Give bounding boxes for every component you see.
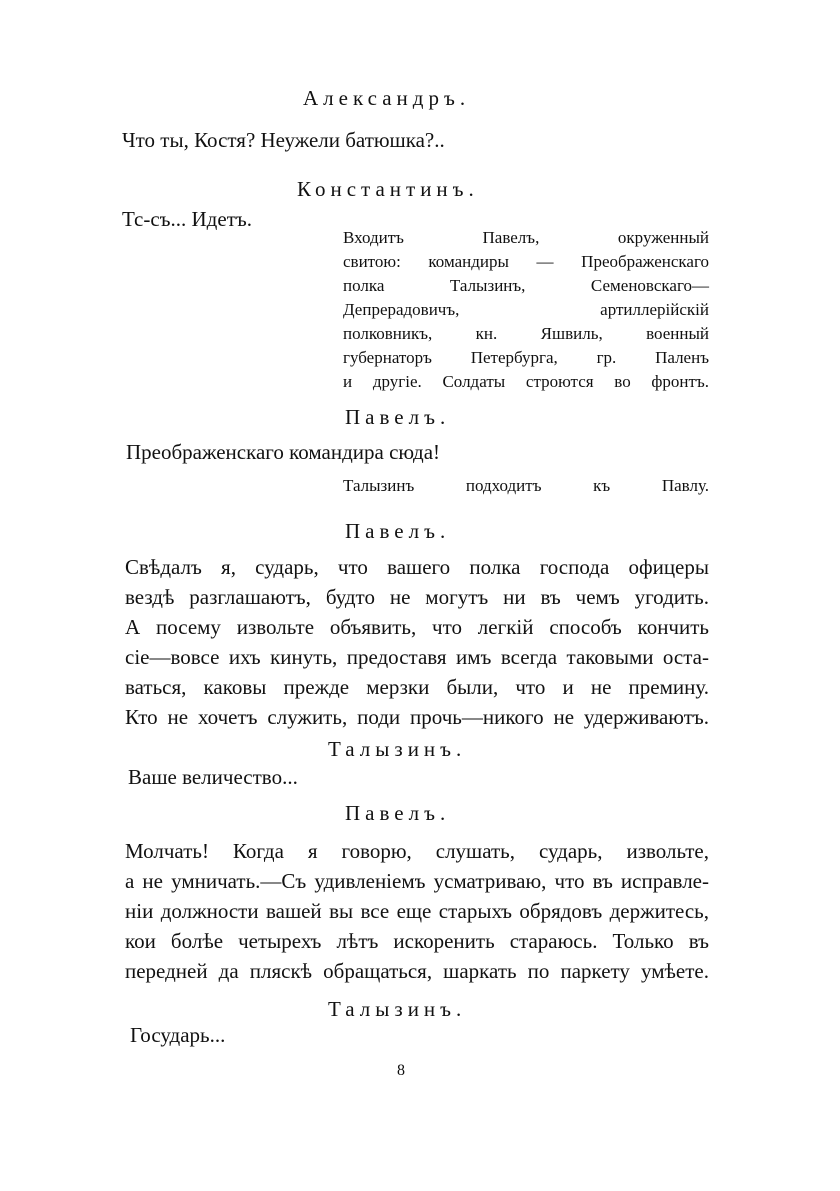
paragraph-line: ваться, каковы прежде мерзки были, что и не премину. [125,675,709,699]
paragraph-line: кои болѣе четырехъ лѣтъ искоренить стараюсь. Только въ [125,929,709,953]
speaker-name: Талызинъ. [328,737,467,761]
page-number: 8 [397,1062,405,1079]
speaker-name: Павелъ. [345,405,451,429]
stage-direction-line: полка Талызинъ, Семеновскаго— [343,276,709,295]
stage-direction-line: Депрерадовичъ, артиллерійскій [343,300,709,319]
speaker-name: Павелъ. [345,801,451,825]
speaker-name: Павелъ. [345,519,451,543]
paragraph-line: вездѣ разглашаютъ, будто не могутъ ни въ чемъ угодить. [125,585,709,609]
stage-direction: Талызинъ подходитъ къ Павлу. [343,476,709,495]
dialogue-paragraph [125,836,709,986]
paragraph-line: передней да пляскѣ обращаться, шаркать по паркету умѣете. [125,959,709,983]
stage-direction [343,226,709,394]
dialogue-line: Государь... [130,1023,226,1047]
dialogue-line: Что ты, Костя? Неужели батюшка?.. [122,128,445,152]
paragraph-line: А посему извольте объявить, что легкій способъ кончить [125,615,709,639]
paragraph-line: ніи должности вашей вы все еще старыхъ обрядовъ держитесь, [125,899,709,923]
stage-direction-line: губернаторъ Петербурга, гр. Паленъ [343,348,709,367]
dialogue-paragraph [125,552,709,732]
dialogue-line: Ваше величество... [128,765,298,789]
paragraph-line: Кто не хочетъ служить, поди прочь—никого не удерживаютъ. [125,705,709,729]
speaker-name: Талызинъ. [328,997,467,1021]
stage-direction-line: свитою: командиры — Преображенскаго [343,252,709,271]
paragraph-line: а не умничать.—Съ удивленіемъ усматриваю, что въ исправле- [125,869,709,893]
dialogue-line: Тс-съ... Идетъ. [122,207,252,231]
speaker-name: Константинъ. [297,177,479,201]
stage-direction-line: Входитъ Павелъ, окруженный [343,228,709,247]
speaker-name: Александръ. [303,86,471,110]
paragraph-line: Молчать! Когда я говорю, слушать, сударь, извольте, [125,839,709,863]
paragraph-line: Свѣдалъ я, сударь, что вашего полка господа офицеры [125,555,709,579]
dialogue-line: Преображенскаго командира сюда! [126,440,441,464]
paragraph-line: сіе—вовсе ихъ кинуть, предоставя имъ всегда таковыми оста- [125,645,709,669]
stage-direction-line: полковникъ, кн. Яшвиль, военный [343,324,709,343]
stage-direction-line: и другіе. Солдаты строются во фронтъ. [343,372,709,391]
